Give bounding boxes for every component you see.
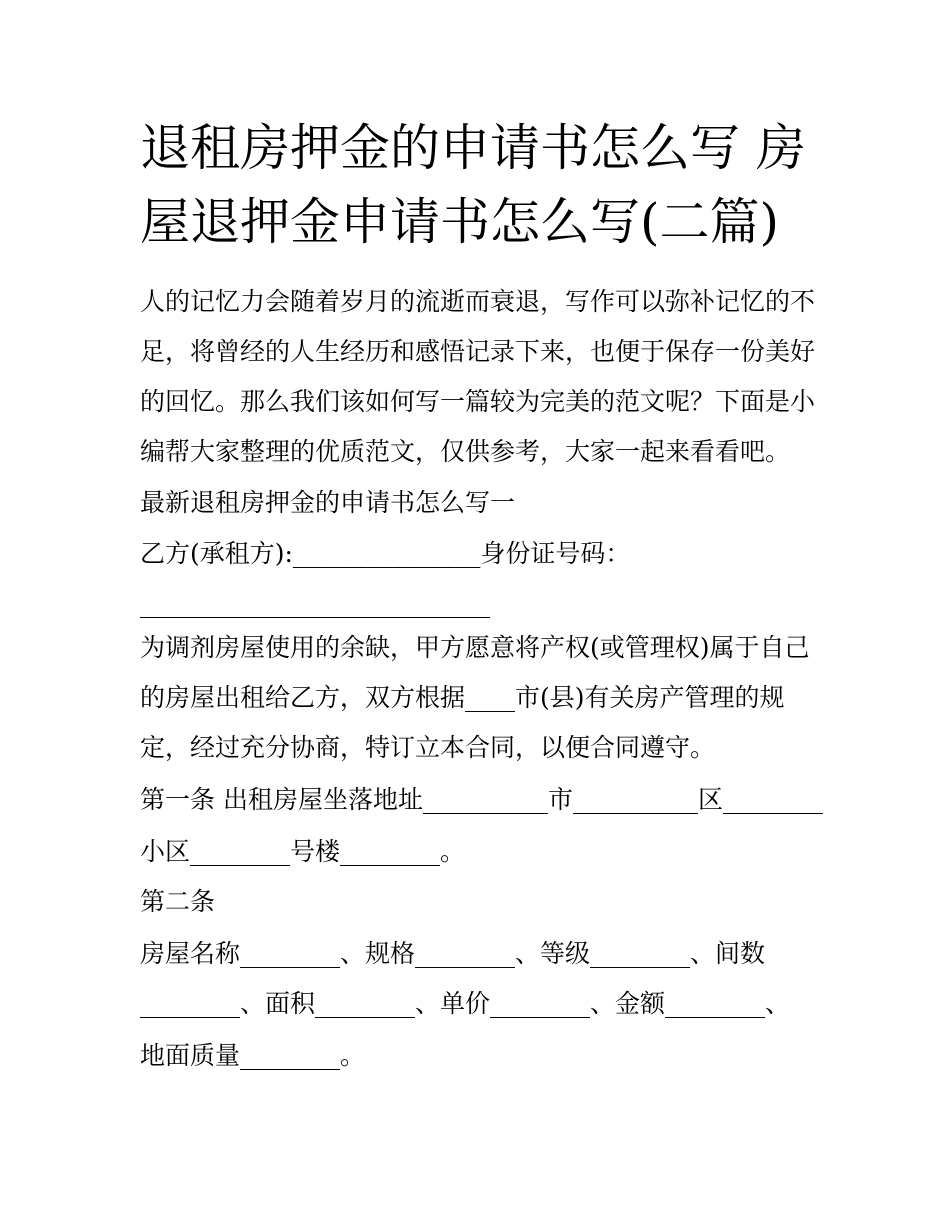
id-number-blank: ____________________________ — [140, 589, 490, 618]
purpose-line-1: 为调剂房屋使用的余缺，甲方愿意将产权(或管理权)属于自己 — [140, 633, 810, 662]
article-1-line-1: 第一条 出租房屋坐落地址__________市__________区________ — [140, 785, 823, 814]
document-title-line-2: 屋退押金申请书怎么写(二篇) — [140, 193, 780, 251]
section-heading: 最新退租房押金的申请书怎么写一 — [140, 488, 516, 517]
article-2-line-3: 地面质量________。 — [140, 1041, 366, 1070]
document-title-line-1: 退租房押金的申请书怎么写 房 — [140, 119, 806, 177]
purpose-line-3: 定，经过充分协商，特订立本合同，以便合同遵守。 — [140, 733, 716, 762]
article-2-line-2: ________、面积________、单价________、金额________、 — [140, 989, 791, 1018]
article-2-heading: 第二条 — [140, 887, 216, 916]
article-1-line-2: 小区________号楼________。 — [140, 837, 466, 866]
article-2-line-1: 房屋名称________、规格________、等级________、间数 — [140, 939, 766, 968]
lessee-line: 乙方(承租方):_______________身份证号码： — [140, 539, 631, 568]
intro-line-4: 编帮大家整理的优质范文，仅供参考，大家一起来看看吧。 — [140, 437, 791, 466]
purpose-line-2: 的房屋出租给乙方，双方根据____市(县)有关房产管理的规 — [140, 683, 785, 712]
intro-line-1: 人的记忆力会随着岁月的流逝而衰退，写作可以弥补记忆的不 — [140, 287, 816, 316]
intro-line-3: 的回忆。那么我们该如何写一篇较为完美的范文呢？下面是小 — [140, 387, 816, 416]
intro-line-2: 足，将曾经的人生经历和感悟记录下来，也便于保存一份美好 — [140, 337, 816, 366]
